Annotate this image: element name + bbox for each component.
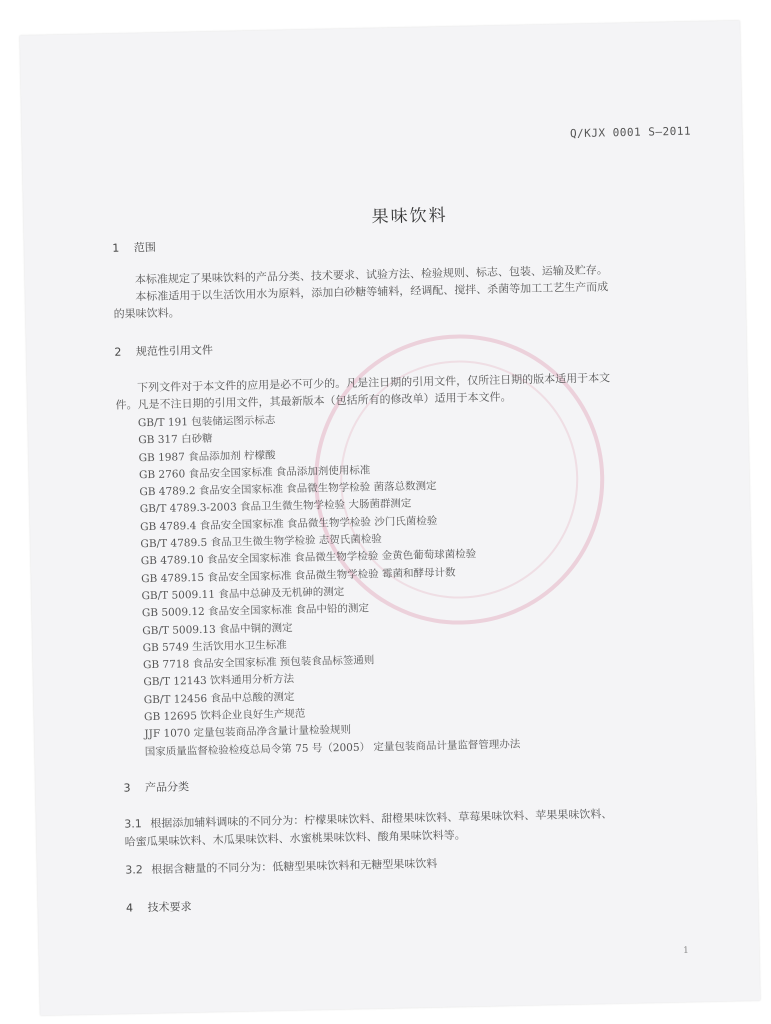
normative-intro-cont: 件。凡是不注日期的引用文件，其最新版本（包括所有的修改单）适用于本文件。 [115, 390, 512, 412]
section-label: 范围 [133, 240, 156, 255]
reference-item: GB/T 5009.11 食品中总砷及无机砷的测定 [141, 585, 345, 603]
reference-item: GB/T 5009.13 食品中铜的测定 [142, 621, 293, 637]
clause-number: 3.1 [124, 817, 142, 831]
clause-3-2 [125, 855, 437, 878]
normative-intro: 下列文件对于本文件的应用是必不可少的。凡是注日期的引用文件，仅所注日期的版本适用于本文 [137, 371, 611, 395]
section-label: 产品分类 [144, 780, 190, 795]
clause-text: 根据添加辅料调味的不同分为：柠檬果味饮料、甜橙果味饮料、草莓果味饮料、苹果果味饮料、 [150, 807, 613, 831]
section-number: 4 [125, 901, 134, 915]
section-label: 技术要求 [147, 900, 192, 915]
reference-item: GB 317 白砂糖 [138, 432, 213, 447]
section-4-heading [126, 898, 192, 915]
clause-3-1-cont: 哈蜜瓜果味饮料、木瓜果味饮料、水蜜桃果味饮料、酸角果味饮料等。 [124, 828, 466, 849]
reference-item: GB 7718 食品安全国家标准 预包装食品标签通则 [142, 654, 375, 672]
page-number: 1 [683, 945, 689, 956]
reference-item: GB/T 4789.5 食品卫生微生物学检验 志贺氏菌检验 [140, 533, 382, 551]
reference-item: GB 4789.10 食品安全国家标准 食品微生物学检验 金黄色葡萄球菌检验 [140, 548, 477, 568]
reference-item: GB 1987 食品添加剂 柠檬酸 [138, 448, 276, 464]
reference-item: JJF 1070 定量包装商品净含量计量检验规则 [144, 724, 352, 741]
reference-item: GB 5009.12 食品安全国家标准 食品中铅的测定 [141, 602, 370, 620]
section-number: 1 [112, 241, 120, 255]
standard-code: Q/KJX 0001 S—2011 [569, 124, 692, 141]
reference-item: GB 4789.4 食品安全国家标准 食品微生物学检验 沙门氏菌检验 [140, 514, 438, 534]
section-number: 2 [114, 345, 122, 359]
reference-item: GB 4789.15 食品安全国家标准 食品微生物学检验 霉菌和酵母计数 [141, 566, 456, 585]
reference-item: GB 12695 饮料企业良好生产规范 [143, 707, 306, 724]
reference-item: GB 2760 食品安全国家标准 食品添加剂使用标准 [138, 464, 371, 482]
reference-item: GB 5749 生活饮用水卫生标准 [142, 639, 287, 655]
clause-number: 3.2 [125, 863, 143, 877]
scope-paragraph-2-cont: 的果味饮料。 [113, 306, 180, 321]
reference-item: GB/T 4789.3-2003 食品卫生微生物学检验 大肠菌群测定 [139, 498, 412, 516]
document-page [20, 21, 760, 1016]
section-label: 规范性引用文件 [135, 343, 214, 359]
section-number: 3 [123, 781, 131, 795]
reference-item: GB/T 12456 食品中总酸的测定 [143, 690, 295, 706]
section-1-heading [112, 239, 156, 256]
section-3-heading [123, 778, 189, 795]
scope-paragraph-1: 本标准规定了果味饮料的产品分类、技术要求、试验方法、检验规则、标志、包装、运输及贮存。 [134, 263, 608, 287]
reference-item: 国家质量监督检验检疫总局令第 75 号（2005） 定量包装商品计量监督管理办法 [144, 737, 521, 758]
reference-item: GB/T 12143 饮料通用分析方法 [143, 673, 295, 689]
document-title: 果味饮料 [371, 205, 448, 228]
scope-paragraph-2: 本标准适用于以生活饮用水为原料，添加白砂糖等辅料，经调配、搅拌、杀菌等加工工艺生产而成 [135, 280, 609, 304]
section-2-heading [114, 342, 213, 360]
reference-list [138, 407, 521, 761]
reference-item: GB 4789.2 食品安全国家标准 食品微生物学检验 菌落总数测定 [139, 480, 437, 499]
clause-text: 根据含糖量的不同分为：低糖型果味饮料和无糖型果味饮料 [151, 857, 438, 877]
reference-item: GB/T 191 包装储运图示标志 [137, 414, 276, 430]
